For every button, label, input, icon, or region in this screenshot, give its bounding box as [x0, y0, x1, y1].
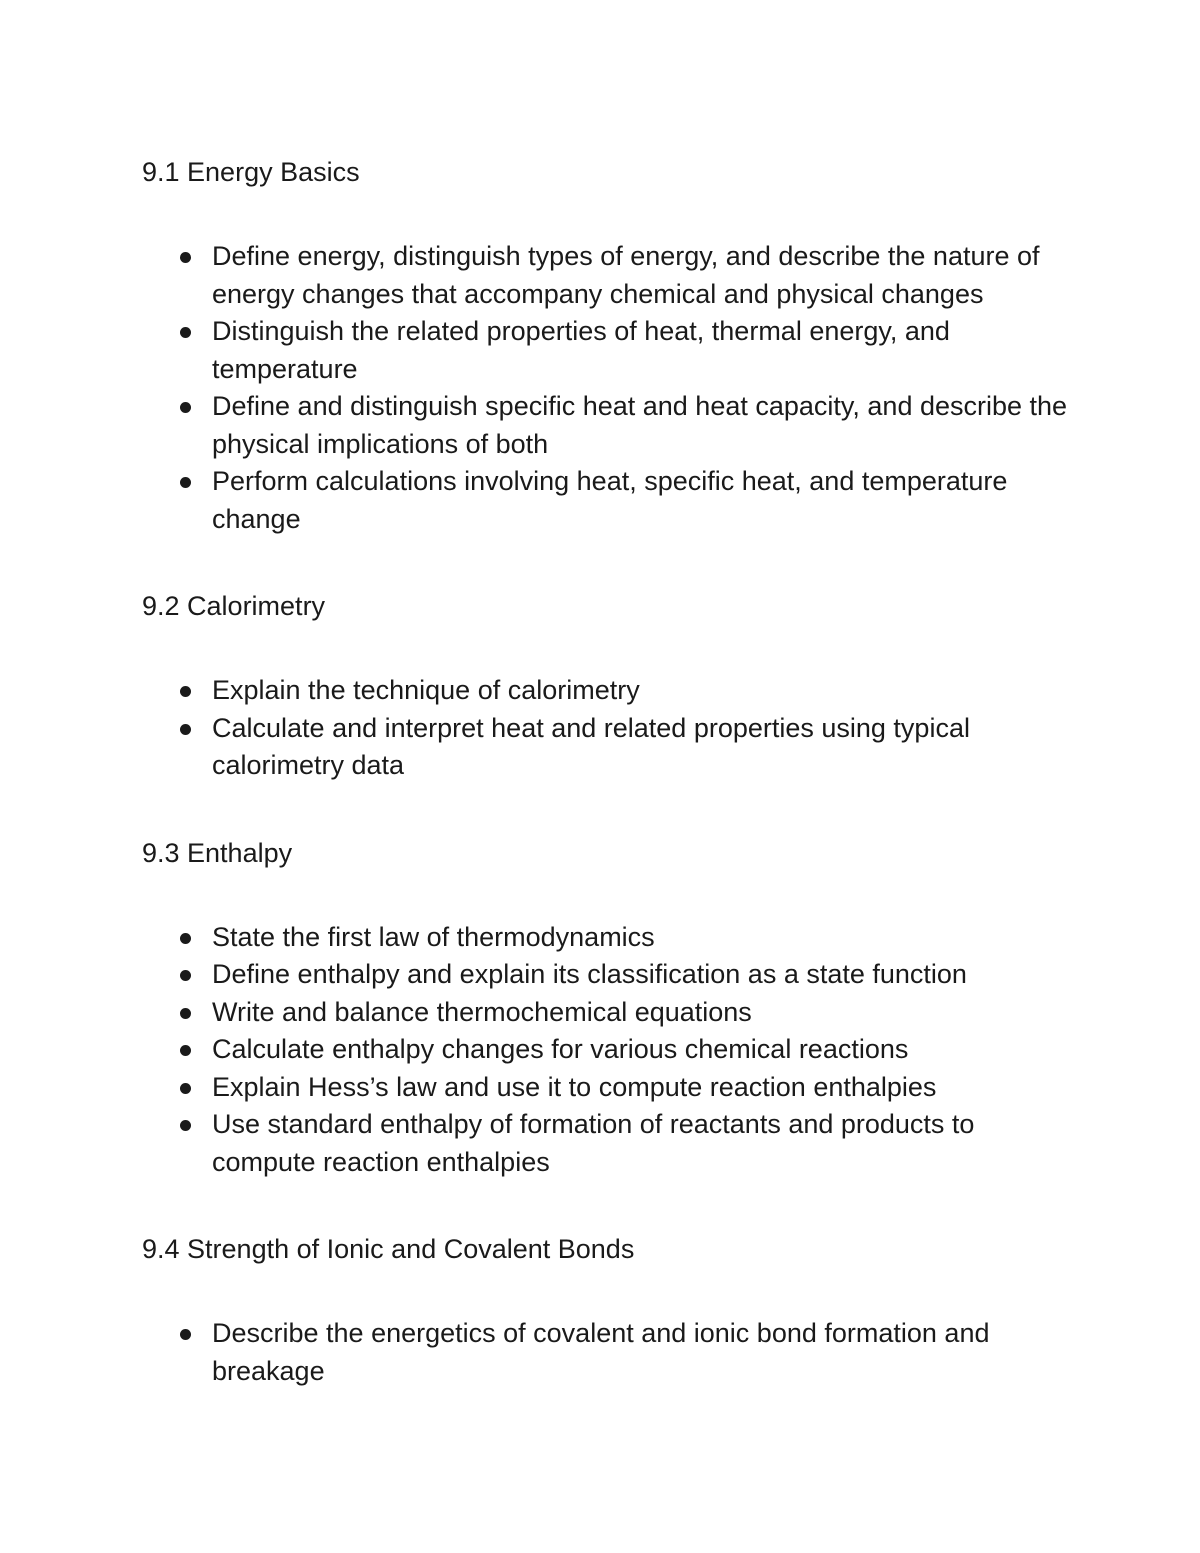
list-item-text: Define enthalpy and explain its classification as a state function — [212, 959, 967, 989]
section-heading: 9.2 Calorimetry — [142, 591, 326, 621]
list-item — [142, 313, 1072, 388]
bullet-list — [142, 238, 1072, 538]
list-item — [142, 238, 1072, 313]
list-item-text: Distinguish the related properties of heat, thermal energy, and temperature — [212, 316, 950, 384]
bullet-icon — [180, 327, 191, 338]
bullet-icon — [180, 1329, 191, 1340]
list-item — [142, 1106, 1072, 1181]
list-item-text: State the first law of thermodynamics — [212, 921, 655, 952]
section-calorimetry — [142, 586, 1072, 785]
bullet-icon — [180, 1045, 191, 1056]
bullet-icon — [180, 686, 191, 697]
list-item-text: Calculate enthalpy changes for various chemical reactions — [212, 1034, 909, 1064]
bullet-icon — [180, 252, 191, 263]
bullet-icon — [180, 1120, 191, 1131]
bullet-icon — [180, 402, 191, 413]
bullet-icon — [180, 724, 191, 735]
list-item-text: Define and distinguish specific heat and heat capacity, and describe the physical implications of both — [212, 391, 1068, 459]
section-heading: 9.1 Energy Basics — [142, 157, 360, 187]
list-item-text: Explain the technique of calorimetry — [212, 675, 640, 705]
section-enthalpy — [142, 833, 1072, 1182]
list-item-text: Describe the energetics of covalent and ionic bond formation and breakage — [212, 1318, 990, 1386]
list-item-text: Use standard enthalpy of formation of reactants and products to compute reaction enthalpies — [212, 1109, 975, 1177]
section-heading: 9.4 Strength of Ionic and Covalent Bonds — [142, 1234, 635, 1264]
section-heading: 9.3 Enthalpy — [142, 837, 293, 868]
list-item — [142, 919, 1072, 957]
section-bond-strength — [142, 1229, 1072, 1390]
section-energy-basics — [142, 152, 1072, 538]
list-item — [142, 1315, 1072, 1390]
list-item — [142, 710, 1072, 785]
bullet-icon — [180, 933, 191, 944]
list-item — [142, 994, 1072, 1032]
list-item — [142, 956, 1072, 994]
bullet-list — [142, 672, 1072, 785]
bullet-list — [142, 919, 1072, 1182]
document-content — [142, 152, 1072, 1390]
list-item — [142, 1069, 1072, 1107]
list-item-text: Perform calculations involving heat, specific heat, and temperature change — [212, 466, 1008, 534]
bullet-icon — [180, 970, 191, 981]
list-item — [142, 388, 1072, 463]
bullet-list — [142, 1315, 1072, 1390]
list-item-text: Write and balance thermochemical equations — [212, 996, 752, 1027]
list-item — [142, 1031, 1072, 1069]
list-item — [142, 672, 1072, 710]
list-item-text: Define energy, distinguish types of energy, and describe the nature of energy changes that accompany chemical and physical changes — [212, 241, 1040, 309]
bullet-icon — [180, 477, 191, 488]
bullet-icon — [180, 1083, 191, 1094]
list-item-text: Calculate and interpret heat and related properties using typical calorimetry data — [212, 712, 970, 780]
list-item-text: Explain Hess’s law and use it to compute reaction enthalpies — [212, 1071, 937, 1102]
bullet-icon — [180, 1008, 191, 1019]
list-item — [142, 463, 1072, 538]
